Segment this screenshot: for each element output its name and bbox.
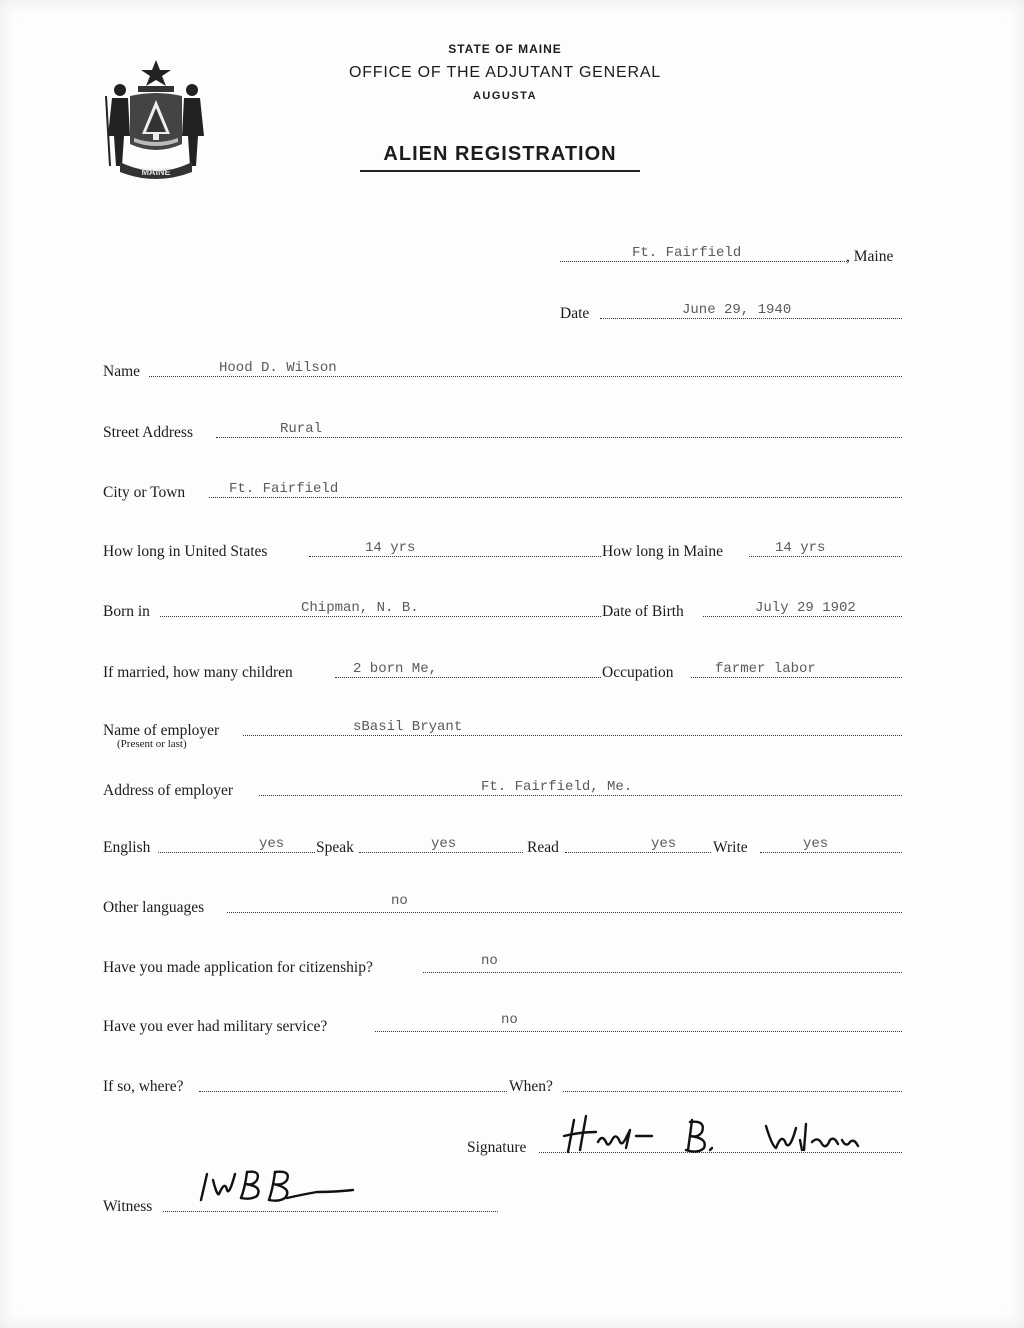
employer-label: Name of employer	[103, 722, 220, 739]
city-value: Ft. Fairfield	[229, 481, 339, 497]
place-value: Ft. Fairfield	[632, 245, 742, 261]
date-row	[560, 299, 902, 323]
how-long-us-label: How long in United States	[103, 543, 268, 560]
how-long-maine-value: 14 yrs	[775, 540, 826, 556]
other-languages-row	[103, 893, 902, 917]
occupation-label: Occupation	[602, 664, 674, 681]
name-row	[103, 357, 902, 381]
occupation-line	[691, 677, 902, 678]
english-value: yes	[259, 836, 285, 852]
header-city: AUGUSTA	[472, 90, 538, 102]
english-label: English	[103, 839, 151, 856]
military-line	[375, 1031, 902, 1032]
date-label: Date	[560, 305, 590, 322]
read-line	[565, 852, 711, 853]
date-line	[600, 318, 902, 319]
document-header	[0, 42, 1010, 102]
occupation-value: farmer labor	[715, 661, 816, 677]
employer-row	[103, 716, 902, 750]
language-row	[103, 833, 902, 857]
english-line	[158, 852, 315, 853]
citizenship-line	[423, 972, 902, 973]
name-line	[149, 376, 902, 377]
when-line	[563, 1091, 902, 1092]
signature-handwriting	[560, 1110, 880, 1160]
svg-text:MAINE: MAINE	[141, 167, 171, 177]
children-row	[103, 658, 902, 682]
other-languages-line	[227, 912, 902, 913]
speak-line	[359, 852, 523, 853]
children-label: If married, how many children	[103, 664, 293, 681]
place-line	[560, 261, 847, 262]
other-languages-label: Other languages	[103, 899, 205, 916]
read-value: yes	[651, 836, 677, 852]
date-value: June 29, 1940	[682, 302, 792, 318]
other-languages-value: no	[391, 893, 408, 909]
write-label: Write	[713, 839, 748, 856]
speak-value: yes	[431, 836, 457, 852]
header-office: OFFICE OF THE ADJUTANT GENERAL	[348, 64, 662, 81]
place-row	[560, 242, 905, 266]
born-in-label: Born in	[103, 603, 150, 620]
speak-label: Speak	[316, 839, 354, 856]
city-row	[103, 478, 902, 502]
street-line	[216, 437, 902, 438]
dob-value: July 29 1902	[755, 600, 856, 616]
witness-handwriting	[195, 1160, 365, 1208]
employer-address-row	[103, 776, 902, 800]
form-title: ALIEN REGISTRATION	[360, 143, 640, 172]
citizenship-value: no	[481, 953, 498, 969]
children-value: 2 born Me,	[353, 661, 438, 677]
read-label: Read	[527, 839, 559, 856]
signature-label: Signature	[467, 1139, 527, 1156]
employer-line	[243, 735, 902, 736]
header-state: STATE OF MAINE	[448, 42, 562, 56]
write-value: yes	[803, 836, 829, 852]
street-row	[103, 418, 902, 442]
born-row	[103, 597, 902, 621]
city-label: City or Town	[103, 484, 186, 501]
born-in-line	[160, 616, 601, 617]
how-long-us-line	[309, 556, 601, 557]
street-label: Street Address	[103, 424, 193, 441]
write-line	[760, 852, 902, 853]
employer-address-line	[259, 795, 902, 796]
citizenship-row	[103, 953, 902, 977]
how-long-us-value: 14 yrs	[365, 540, 416, 556]
how-long-maine-label: How long in Maine	[602, 543, 723, 560]
where-when-row	[103, 1072, 902, 1096]
dob-line	[703, 616, 902, 617]
born-in-value: Chipman, N. B.	[301, 600, 419, 616]
how-long-row	[103, 537, 902, 561]
military-row	[103, 1012, 902, 1036]
dob-label: Date of Birth	[602, 603, 684, 620]
name-label: Name	[103, 363, 141, 380]
witness-label: Witness	[103, 1198, 153, 1215]
city-line	[209, 497, 902, 498]
employer-value: sBasil Bryant	[353, 719, 463, 735]
military-label: Have you ever had military service?	[103, 1018, 328, 1035]
street-value: Rural	[280, 421, 323, 437]
employer-address-label: Address of employer	[103, 782, 233, 799]
name-value: Hood D. Wilson	[219, 360, 337, 376]
children-line	[335, 677, 601, 678]
how-long-maine-line	[749, 556, 902, 557]
where-line	[199, 1091, 507, 1092]
employer-sublabel: (Present or last)	[117, 738, 187, 750]
citizenship-label: Have you made application for citizenship?	[103, 959, 373, 976]
employer-address-value: Ft. Fairfield, Me.	[481, 779, 633, 795]
when-label: When?	[509, 1078, 553, 1095]
place-suffix: , Maine	[846, 248, 894, 265]
military-value: no	[501, 1012, 518, 1028]
witness-line	[163, 1211, 498, 1212]
where-label: If so, where?	[103, 1078, 184, 1095]
